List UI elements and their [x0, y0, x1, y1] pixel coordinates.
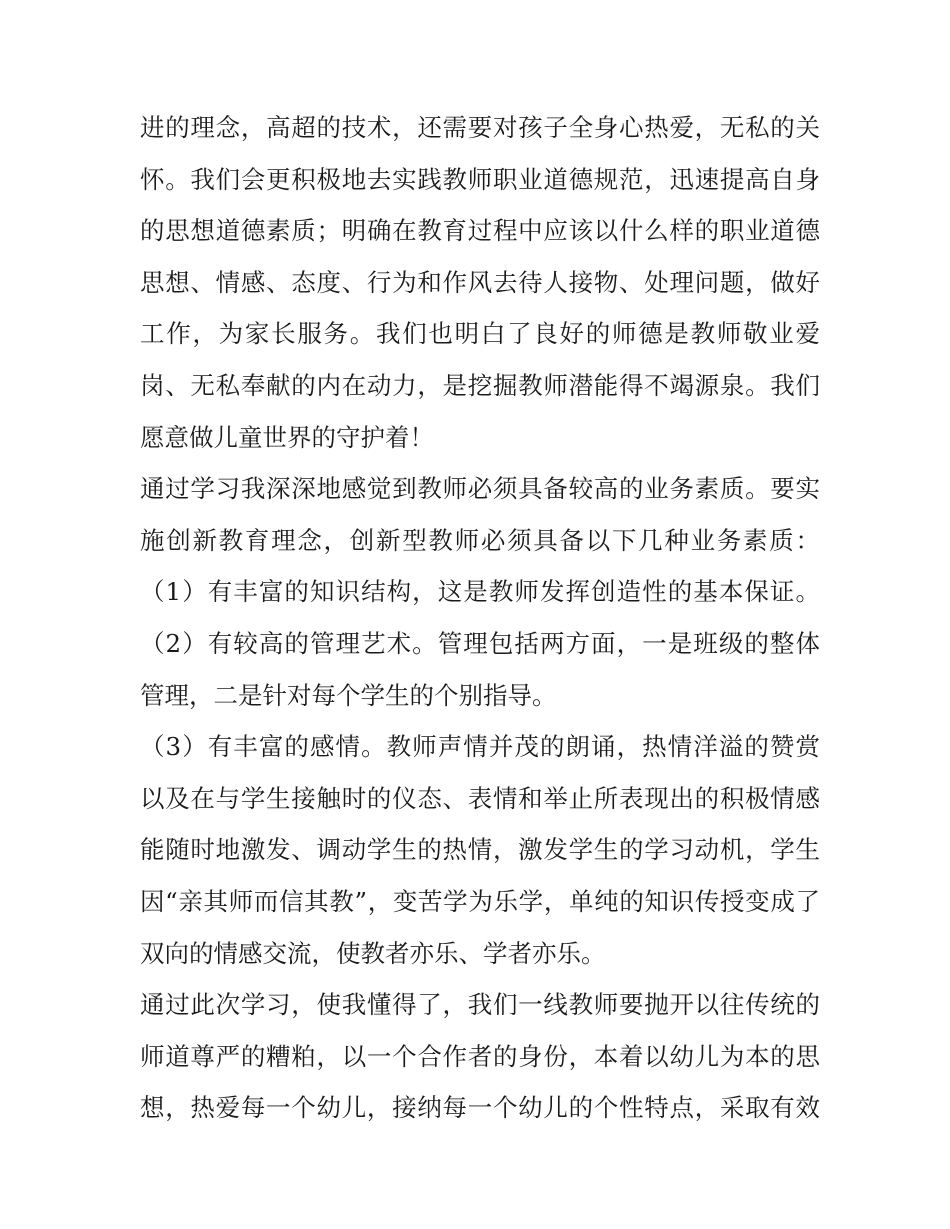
text-line: 施创新教育理念，创新型教师必须具备以下几种业务素质： — [140, 525, 820, 555]
text-line: 能随时地激发、调动学生的热情，激发学生的学习动机，学生 — [140, 835, 820, 865]
text-line: 工作，为家长服务。我们也明白了良好的师德是教师敬业爱 — [140, 319, 820, 349]
text-line: 思想、情感、态度、行为和作风去待人接物、处理问题，做好 — [140, 267, 820, 297]
text-line: 师道尊严的糟粕，以一个合作者的身份，本着以幼儿为本的思 — [140, 1041, 820, 1071]
text-line: 双向的情感交流，使教者亦乐、学者亦乐。 — [140, 938, 606, 968]
text-line: 想，热爱每一个幼儿，接纳每一个幼儿的个性特点，采取有效 — [140, 1093, 820, 1123]
text-line: 进的理念，高超的技术，还需要对孩子全身心热爱，无私的关 — [140, 113, 820, 142]
text-line: 管理，二是针对每个学生的个别指导。 — [140, 680, 557, 710]
text-line: （2）有较高的管理艺术。管理包括两方面，一是班级的整体 — [140, 628, 820, 658]
text-line: 以及在与学生接触时的仪态、表情和举止所表现出的积极情感 — [140, 783, 820, 813]
text-line: 通过学习我深深地感觉到教师必须具备较高的业务素质。要实 — [140, 474, 820, 504]
body-text — [140, 102, 820, 1134]
text-line: 因“亲其师而信其教”，变苦学为乐学，单纯的知识传授变成了 — [140, 886, 820, 916]
text-line: （3）有丰富的感情。教师声情并茂的朗诵，热情洋溢的赞赏 — [140, 732, 820, 762]
text-line: 愿意做儿童世界的守护着！ — [140, 422, 434, 452]
text-line: （1）有丰富的知识结构，这是教师发挥创造性的基本保证。 — [140, 577, 820, 607]
text-line: 通过此次学习，使我懂得了，我们一线教师要抛开以往传统的 — [140, 990, 820, 1020]
text-line: 岗、无私奉献的内在动力，是挖掘教师潜能得不竭源泉。我们 — [140, 370, 820, 400]
text-line: 的思想道德素质；明确在教育过程中应该以什么样的职业道德 — [140, 216, 820, 246]
text-line: 怀。我们会更积极地去实践教师职业道德规范，迅速提高自身 — [140, 164, 820, 194]
